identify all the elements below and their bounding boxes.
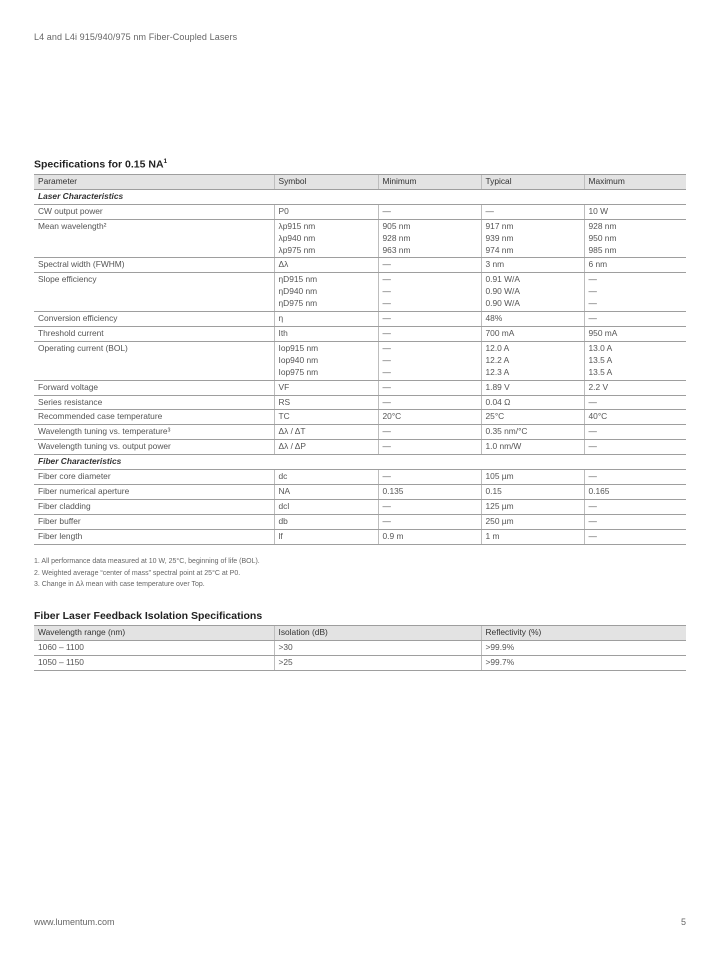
isolation-table	[34, 625, 686, 671]
min-cell	[378, 273, 481, 312]
iso-cell: 1060 – 1100	[34, 640, 274, 655]
typ-value: —	[485, 205, 494, 216]
min-value: —	[382, 286, 391, 297]
max-value: 950 nm	[588, 232, 617, 243]
param-cell: Fiber length	[34, 529, 274, 544]
symbol-cell	[274, 312, 378, 327]
symbol-cell	[274, 425, 378, 440]
min-cell	[378, 410, 481, 425]
min-cell	[378, 204, 481, 219]
max-value: 13.5 A	[588, 354, 613, 365]
typ-cell	[481, 395, 584, 410]
symbol-cell	[274, 514, 378, 529]
footnote-1: 1. All performance data measured at 10 W, 25°C, beginning of life (BOL).	[34, 558, 260, 565]
max-cell	[584, 529, 686, 544]
min-value: —	[382, 500, 391, 511]
min-cell	[378, 484, 481, 499]
col-header-typical: Typical	[481, 175, 584, 190]
group-label: Fiber Characteristics	[34, 455, 686, 470]
max-value: —	[588, 500, 597, 511]
max-value: —	[588, 298, 597, 309]
min-cell	[378, 219, 481, 258]
min-cell	[378, 380, 481, 395]
max-cell	[584, 425, 686, 440]
max-value: 6 nm	[588, 259, 608, 270]
typ-value: 917 nm	[485, 220, 514, 231]
min-value: —	[382, 274, 391, 285]
min-value: 905 nm	[382, 220, 411, 231]
max-value: —	[588, 313, 597, 324]
min-cell	[378, 341, 481, 380]
typ-value: 3 nm	[485, 259, 505, 270]
min-value: —	[382, 381, 391, 392]
symbol-value: VF	[278, 381, 290, 392]
typ-value: 0.90 W/A	[485, 286, 520, 297]
min-cell	[378, 514, 481, 529]
typ-cell	[481, 425, 584, 440]
min-value: —	[382, 354, 391, 365]
symbol-cell	[274, 499, 378, 514]
min-cell	[378, 326, 481, 341]
iso-cell: >25	[274, 655, 481, 670]
max-value: —	[588, 396, 597, 407]
col-header-parameter: Parameter	[34, 175, 274, 190]
typ-cell	[481, 273, 584, 312]
symbol-value: P0	[278, 205, 289, 216]
col-header-isolation: Isolation (dB)	[274, 626, 481, 641]
max-cell	[584, 273, 686, 312]
symbol-cell	[274, 258, 378, 273]
typ-value: 0.91 W/A	[485, 274, 520, 285]
typ-value: 0.15	[485, 485, 502, 496]
min-cell	[378, 425, 481, 440]
typ-cell	[481, 258, 584, 273]
min-value: 0.135	[382, 485, 404, 496]
symbol-value: Δλ / ΔP	[278, 441, 306, 452]
col-header-symbol: Symbol	[274, 175, 378, 190]
table-row	[34, 499, 686, 514]
min-value: 963 nm	[382, 244, 411, 255]
symbol-value: Δλ / ΔT	[278, 426, 306, 437]
max-cell	[584, 341, 686, 380]
param-cell: Forward voltage	[34, 380, 274, 395]
typ-cell	[481, 484, 584, 499]
typ-value: 1.89 V	[485, 381, 510, 392]
symbol-value: Iop915 nm	[278, 342, 319, 353]
typ-value: 1.0 nm/W	[485, 441, 522, 452]
typ-cell	[481, 410, 584, 425]
typ-value: 25°C	[485, 411, 505, 422]
max-value: —	[588, 471, 597, 482]
param-cell: Fiber buffer	[34, 514, 274, 529]
min-value: 928 nm	[382, 232, 411, 243]
typ-value: 939 nm	[485, 232, 514, 243]
max-cell	[584, 380, 686, 395]
symbol-value: db	[278, 515, 288, 526]
symbol-cell	[274, 204, 378, 219]
footnote-2: 2. Weighted average “center of mass” spectral point at 25°C at P0.	[34, 569, 241, 577]
typ-cell	[481, 326, 584, 341]
typ-value: 12.2 A	[485, 354, 510, 365]
max-cell	[584, 470, 686, 485]
col-header-minimum: Minimum	[378, 175, 481, 190]
param-cell: Series resistance	[34, 395, 274, 410]
col-header-reflectivity: Reflectivity (%)	[481, 626, 686, 641]
table-row	[34, 470, 686, 485]
symbol-cell	[274, 341, 378, 380]
footer-url: www.lumentum.com	[34, 917, 115, 927]
iso-cell: >99.9%	[481, 640, 686, 655]
param-cell: Recommended case temperature	[34, 410, 274, 425]
table-row	[34, 440, 686, 455]
param-cell: CW output power	[34, 204, 274, 219]
min-value: —	[382, 259, 391, 270]
symbol-value: dc	[278, 471, 288, 482]
min-cell	[378, 312, 481, 327]
min-cell	[378, 395, 481, 410]
min-value: —	[382, 366, 391, 377]
table-row	[34, 219, 686, 258]
min-value: 20°C	[382, 411, 402, 422]
min-value: —	[382, 327, 391, 338]
symbol-value: Iop975 nm	[278, 366, 319, 377]
typ-value: 1 m	[485, 530, 500, 541]
symbol-value: TC	[278, 411, 290, 422]
table-row	[34, 341, 686, 380]
symbol-cell	[274, 380, 378, 395]
max-value: —	[588, 441, 597, 452]
table-row	[34, 273, 686, 312]
table-row	[34, 204, 686, 219]
symbol-value: dcl	[278, 500, 290, 511]
document-header: L4 and L4i 915/940/975 nm Fiber-Coupled Lasers	[34, 32, 238, 42]
param-cell: Threshold current	[34, 326, 274, 341]
spec-table-title-text: Specifications for 0.15 NA	[34, 158, 164, 171]
symbol-value: NA	[278, 485, 291, 496]
typ-value: 105 µm	[485, 471, 514, 482]
symbol-cell	[274, 273, 378, 312]
typ-value: 700 mA	[485, 327, 515, 338]
symbol-value: λp975 nm	[278, 244, 316, 255]
group-row	[34, 189, 686, 204]
table-row	[34, 655, 686, 670]
typ-cell	[481, 341, 584, 380]
max-value: 2.2 V	[588, 381, 609, 392]
param-cell: Slope efficiency	[34, 273, 274, 312]
max-cell	[584, 312, 686, 327]
symbol-value: η	[278, 313, 284, 324]
table-row	[34, 380, 686, 395]
param-cell: Spectral width (FWHM)	[34, 258, 274, 273]
typ-cell	[481, 219, 584, 258]
max-value: 985 nm	[588, 244, 617, 255]
typ-value: 0.04 Ω	[485, 396, 511, 407]
max-cell	[584, 514, 686, 529]
col-header-maximum: Maximum	[584, 175, 686, 190]
min-value: —	[382, 298, 391, 309]
table-row	[34, 529, 686, 544]
max-value: 13.5 A	[588, 366, 613, 377]
typ-value: 974 nm	[485, 244, 514, 255]
group-row	[34, 455, 686, 470]
symbol-value: Δλ	[278, 259, 289, 270]
min-cell	[378, 529, 481, 544]
max-value: 0.165	[588, 485, 610, 496]
max-value: —	[588, 286, 597, 297]
typ-cell	[481, 470, 584, 485]
symbol-value: Iop940 nm	[278, 354, 319, 365]
table-row	[34, 640, 686, 655]
symbol-value: λp940 nm	[278, 232, 316, 243]
symbol-value: ηD975 nm	[278, 298, 318, 309]
max-cell	[584, 484, 686, 499]
max-cell	[584, 410, 686, 425]
footnote-3: 3. Change in Δλ mean with case temperature over Top.	[34, 581, 205, 588]
max-cell	[584, 326, 686, 341]
max-value: 928 nm	[588, 220, 617, 231]
param-cell: Mean wavelength²	[34, 219, 274, 258]
table-row	[34, 410, 686, 425]
symbol-cell	[274, 529, 378, 544]
spec-header-row	[34, 175, 686, 190]
param-cell: Conversion efficiency	[34, 312, 274, 327]
table-row	[34, 484, 686, 499]
param-cell: Operating current (BOL)	[34, 341, 274, 380]
iso-cell: >30	[274, 640, 481, 655]
symbol-value: ηD915 nm	[278, 274, 318, 285]
iso-header-row	[34, 626, 686, 641]
param-cell: Wavelength tuning vs. output power	[34, 440, 274, 455]
iso-cell: >99.7%	[481, 655, 686, 670]
symbol-cell	[274, 440, 378, 455]
max-cell	[584, 219, 686, 258]
min-value: —	[382, 426, 391, 437]
min-value: —	[382, 342, 391, 353]
isolation-table-title: Fiber Laser Feedback Isolation Specifications	[34, 610, 263, 622]
param-cell: Wavelength tuning vs. temperature³	[34, 425, 274, 440]
min-cell	[378, 470, 481, 485]
specifications-table	[34, 174, 686, 545]
typ-value: 48%	[485, 313, 503, 324]
typ-cell	[481, 312, 584, 327]
symbol-cell	[274, 484, 378, 499]
min-cell	[378, 499, 481, 514]
group-label: Laser Characteristics	[34, 189, 686, 204]
table-row	[34, 395, 686, 410]
max-value: —	[588, 530, 597, 541]
symbol-value: RS	[278, 396, 291, 407]
max-value: 10 W	[588, 205, 609, 216]
param-cell: Fiber core diameter	[34, 470, 274, 485]
typ-value: 12.0 A	[485, 342, 510, 353]
max-cell	[584, 440, 686, 455]
typ-cell	[481, 514, 584, 529]
typ-value: 250 µm	[485, 515, 514, 526]
spec-table-title	[34, 158, 167, 171]
max-value: 13.0 A	[588, 342, 613, 353]
max-value: —	[588, 515, 597, 526]
typ-value: 12.3 A	[485, 366, 510, 377]
min-value: —	[382, 441, 391, 452]
max-cell	[584, 258, 686, 273]
typ-cell	[481, 529, 584, 544]
table-row	[34, 425, 686, 440]
typ-cell	[481, 204, 584, 219]
max-value: 40°C	[588, 411, 608, 422]
table-row	[34, 312, 686, 327]
typ-cell	[481, 499, 584, 514]
symbol-value: Ith	[278, 327, 288, 338]
symbol-cell	[274, 470, 378, 485]
max-value: —	[588, 274, 597, 285]
param-cell: Fiber cladding	[34, 499, 274, 514]
table-row	[34, 326, 686, 341]
typ-cell	[481, 380, 584, 395]
spec-table-title-note: 1	[163, 158, 168, 165]
typ-value: 0.35 nm/°C	[485, 426, 528, 437]
max-value: —	[588, 426, 597, 437]
min-cell	[378, 258, 481, 273]
max-cell	[584, 499, 686, 514]
symbol-cell	[274, 326, 378, 341]
param-cell: Fiber numerical aperture	[34, 484, 274, 499]
symbol-value: lf	[278, 530, 283, 541]
typ-value: 0.90 W/A	[485, 298, 520, 309]
iso-cell: 1050 – 1150	[34, 655, 274, 670]
max-value: 950 mA	[588, 327, 618, 338]
footnotes	[34, 556, 260, 591]
table-row	[34, 514, 686, 529]
page-number: 5	[680, 917, 686, 927]
symbol-value: ηD940 nm	[278, 286, 318, 297]
max-cell	[584, 395, 686, 410]
min-value: —	[382, 471, 391, 482]
table-row	[34, 258, 686, 273]
min-value: —	[382, 313, 391, 324]
symbol-value: λp915 nm	[278, 220, 316, 231]
max-cell	[584, 204, 686, 219]
typ-value: 125 µm	[485, 500, 514, 511]
typ-cell	[481, 440, 584, 455]
symbol-cell	[274, 395, 378, 410]
min-value: —	[382, 205, 391, 216]
min-value: —	[382, 396, 391, 407]
min-value: —	[382, 515, 391, 526]
col-header-wavelength-range: Wavelength range (nm)	[34, 626, 274, 641]
symbol-cell	[274, 410, 378, 425]
min-cell	[378, 440, 481, 455]
min-value: 0.9 m	[382, 530, 404, 541]
symbol-cell	[274, 219, 378, 258]
